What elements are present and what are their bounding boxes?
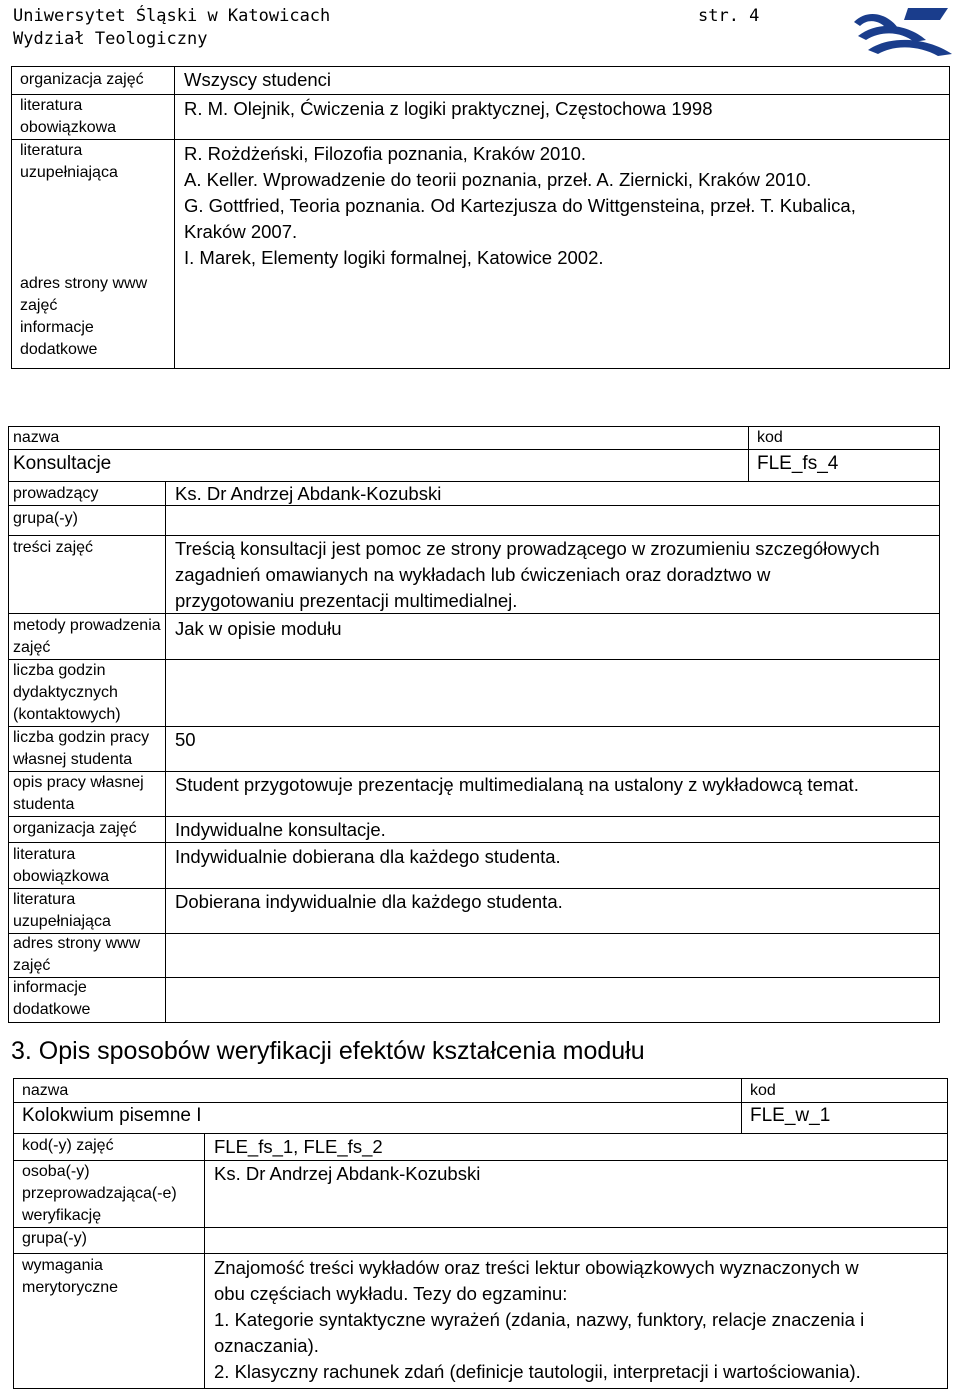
row-label: prowadzący xyxy=(13,485,99,502)
row-label: kod(-y) zajęć xyxy=(22,1137,114,1154)
row-label: literatura obowiązkowa xyxy=(20,97,117,136)
name-label: nazwa xyxy=(13,429,60,446)
row-label: adres strony www zajęć xyxy=(20,275,148,314)
row-label: treści zajęć xyxy=(13,539,94,556)
row-label: literatura obowiązkowa xyxy=(13,846,110,885)
lit-item: R. Rożdżeński, Filozofia poznania, Kraków 2010. xyxy=(184,143,587,164)
row-label: wymagania merytoryczne xyxy=(22,1257,119,1296)
row-label: grupa(-y) xyxy=(13,510,78,527)
row-label: organizacja zajęć xyxy=(20,71,144,88)
row-value: Dobierana indywidualnie dla każdego studenta. xyxy=(175,891,563,912)
lit-item: G. Gottfried, Teoria poznania. Od Kartezjusza do Wittgensteina, przeł. T. Kubalica, xyxy=(184,195,856,216)
row-value: Ks. Dr Andrzej Abdank-Kozubski xyxy=(175,483,442,504)
row-label: liczba godzin dydaktycznych (kontaktowych) xyxy=(13,662,121,723)
row-label: informacje dodatkowe xyxy=(13,979,91,1018)
row-value: Indywidualnie dobierana dla każdego studenta. xyxy=(175,846,561,867)
content-line: przygotowaniu prezentacji multimedialnej. xyxy=(175,590,518,611)
row-value: Wszyscy studenci xyxy=(184,69,332,90)
requirement-line: Znajomość treści wykładów oraz treści lektur obowiązkowych wyznaczonych w xyxy=(214,1257,859,1278)
university-name: Uniwersytet Śląski w Katowicach xyxy=(13,6,331,26)
row-value: Indywidualne konsultacje. xyxy=(175,819,386,840)
row-value: R. M. Olejnik, Ćwiczenia z logiki praktycznej, Częstochowa 1998 xyxy=(184,98,713,119)
row-label: literatura uzupełniająca xyxy=(20,142,118,181)
code-label: kod xyxy=(750,1082,776,1099)
requirement-line: obu częściach wykładu. Tezy do egzaminu: xyxy=(214,1283,568,1304)
row-label: literatura uzupełniająca xyxy=(13,891,111,930)
lit-item: A. Keller. Wprowadzenie do teorii poznania, przeł. A. Ziernicki, Kraków 2010. xyxy=(184,169,812,190)
code-label: kod xyxy=(757,429,783,446)
section-heading: 3. Opis sposobów weryfikacji efektów kształcenia modułu xyxy=(11,1037,645,1065)
requirement-line: oznaczania). xyxy=(214,1335,319,1356)
requirement-line: 2. Klasyczny rachunek zdań (definicje tautologii, interpretacji i wartościowania). xyxy=(214,1361,861,1382)
course-code: FLE_fs_4 xyxy=(757,453,839,474)
row-value: Ks. Dr Andrzej Abdank-Kozubski xyxy=(214,1163,481,1184)
row-label: organizacja zajęć xyxy=(13,820,137,837)
lit-item: Kraków 2007. xyxy=(184,221,298,242)
requirement-line: 1. Kategorie syntaktyczne wyrażeń (zdania, nazwy, funktory, relacje znaczenia i xyxy=(214,1309,865,1330)
row-value: Jak w opisie modułu xyxy=(175,618,342,639)
row-value: Student przygotowuje prezentację multimedialaną na ustalony z wykładowcą temat. xyxy=(175,774,859,795)
row-value: 50 xyxy=(175,729,196,750)
row-label: informacje dodatkowe xyxy=(20,319,98,358)
content-line: zagadnień omawianych na wykładach lub ćwiczeniach oraz doradztwo w xyxy=(175,564,771,585)
row-label: grupa(-y) xyxy=(22,1230,87,1247)
name-label: nazwa xyxy=(22,1082,69,1099)
page-number: str. 4 xyxy=(698,6,760,26)
verification-name: Kolokwium pisemne I xyxy=(22,1105,202,1126)
row-label: adres strony www zajęć xyxy=(13,935,141,974)
row-label: opis pracy własnej studenta xyxy=(13,774,144,813)
lit-item: I. Marek, Elementy logiki formalnej, Katowice 2002. xyxy=(184,247,604,268)
row-label: metody prowadzenia zajęć xyxy=(13,617,161,656)
course-name: Konsultacje xyxy=(13,453,112,474)
row-label: liczba godzin pracy własnej studenta xyxy=(13,729,150,768)
row-label: osoba(-y) przeprowadzająca(-e) weryfikację xyxy=(22,1163,177,1224)
content-line: Treścią konsultacji jest pomoc ze strony prowadzącego w zrozumieniu szczegółowych xyxy=(175,538,880,559)
faculty-name: Wydział Teologiczny xyxy=(13,29,208,49)
verification-code: FLE_w_1 xyxy=(750,1105,831,1126)
row-value: FLE_fs_1, FLE_fs_2 xyxy=(214,1136,383,1157)
university-logo xyxy=(848,2,958,64)
